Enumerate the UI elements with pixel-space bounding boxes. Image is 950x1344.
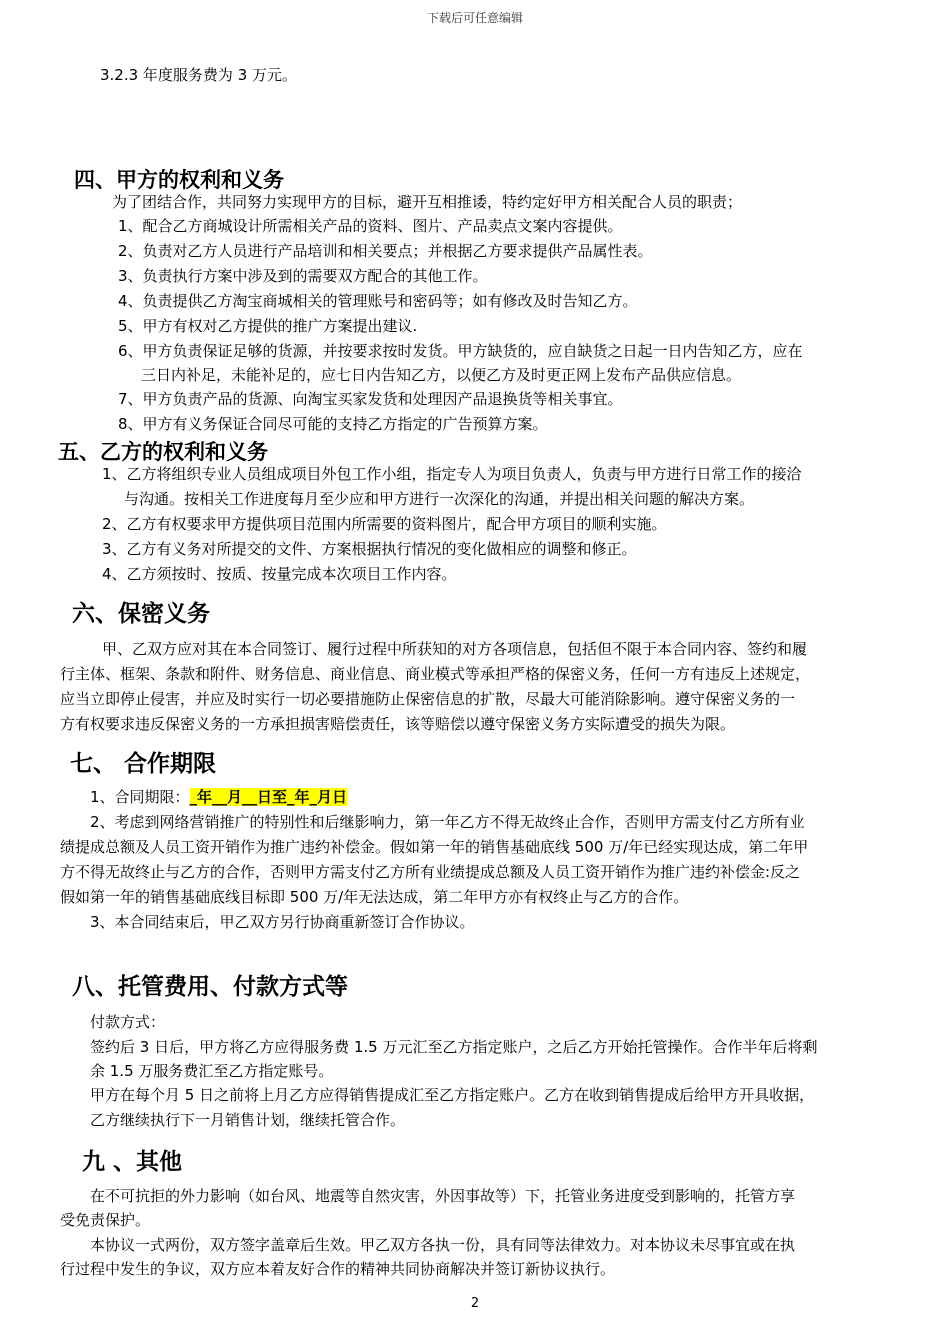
section-7-line: 2、考虑到网络营销推广的特别性和后继影响力，第一年乙方不得无故终止合作，否则甲方需支付乙方所有业 bbox=[90, 813, 805, 831]
section-5-item: 与沟通。按相关工作进度每月至少应和甲方进行一次深化的沟通，并提出相关问题的解决方案。 bbox=[124, 490, 755, 508]
section-8-line: 乙方继续执行下一月销售计划，继续托管合作。 bbox=[90, 1111, 406, 1129]
contract-term-value: _年__月__日至_年_月日 bbox=[189, 788, 348, 806]
section-8-line: 付款方式： bbox=[90, 1013, 166, 1031]
section-4-intro: 为了团结合作，共同努力实现甲方的目标，避开互相推诿，特约定好甲方相关配合人员的职责； bbox=[112, 193, 743, 211]
section-4-item: 8、甲方有义务保证合同尽可能的支持乙方指定的广告预算方案。 bbox=[118, 415, 548, 433]
section-4-item: 4、负责提供乙方淘宝商城相关的管理账号和密码等；如有修改及时告知乙方。 bbox=[118, 292, 638, 310]
section-6-title: 六、保密义务 bbox=[72, 601, 210, 627]
section-8-title: 八、托管费用、付款方式等 bbox=[72, 974, 348, 1000]
section-7-line: 假如第一年的销售基础底线目标即 500 万/年无法达成，第二年甲方亦有权终止与乙方的合作。 bbox=[60, 888, 689, 906]
contract-term-label: 1、合同期限： bbox=[90, 788, 190, 806]
section-4-item: 7、甲方负责产品的货源、向淘宝买家发货和处理因产品退换货等相关事宜。 bbox=[118, 390, 623, 408]
section-5-item: 2、乙方有权要求甲方提供项目范围内所需要的资料图片，配合甲方项目的顺利实施。 bbox=[102, 515, 667, 533]
section-5-title: 五、乙方的权利和义务 bbox=[58, 440, 268, 464]
section-6-line: 应当立即停止侵害，并应及时实行一切必要措施防止保密信息的扩散，尽最大可能消除影响。遵守保密义务的一 bbox=[60, 690, 796, 708]
section-4-title: 四、甲方的权利和义务 bbox=[74, 168, 284, 192]
section-5-item: 1、乙方将组织专业人员组成项目外包工作小组，指定专人为项目负责人，负责与甲方进行日常工作的接洽 bbox=[102, 465, 802, 483]
section-7-line: 方不得无故终止与乙方的合作，否则甲方需支付乙方所有业绩提成总额及人员工资开销作为推广违约补偿金:反之 bbox=[60, 863, 801, 881]
section-6-line: 方有权要求违反保密义务的一方承担损害赔偿责任，该等赔偿以遵守保密义务方实际遭受的损失为限。 bbox=[60, 715, 736, 733]
section-4-item: 3、负责执行方案中涉及到的需要双方配合的其他工作。 bbox=[118, 267, 488, 285]
section-8-line: 甲方在每个月 5 日之前将上月乙方应得销售提成汇至乙方指定账户。乙方在收到销售提成后给甲方开具收据， bbox=[90, 1086, 815, 1104]
section-4-item: 5、甲方有权对乙方提供的推广方案提出建议. bbox=[118, 317, 418, 335]
page-number: 2 bbox=[470, 1296, 480, 1311]
section-7-line: 绩提成总额及人员工资开销作为推广违约补偿金。假如第一年的销售基础底线 500 万/年已经实现达成，第二年甲 bbox=[60, 838, 809, 856]
section-9-line: 受免责保护。 bbox=[60, 1211, 151, 1229]
section-9-line: 行过程中发生的争议，双方应本着友好合作的精神共同协商解决并签订新协议执行。 bbox=[60, 1260, 616, 1278]
section-4-item: 1、配合乙方商城设计所需相关产品的资料、图片、产品卖点文案内容提供。 bbox=[118, 217, 623, 235]
section-6-line: 甲、乙双方应对其在本合同签订、履行过程中所获知的对方各项信息，包括但不限于本合同内容、签约和履 bbox=[102, 640, 808, 658]
section-4-item: 6、甲方负责保证足够的货源，并按要求按时发货。甲方缺货的，应自缺货之日起一日内告知乙方，应在 bbox=[118, 342, 803, 360]
section-7-title: 七、 合作期限 bbox=[70, 751, 217, 777]
section-9-line: 在不可抗拒的外力影响（如台风、地震等自然灾害，外因事故等）下，托管业务进度受到影响的，托管方享 bbox=[90, 1187, 796, 1205]
section-9-line: 本协议一式两份，双方签字盖章后生效。甲乙双方各执一份，具有同等法律效力。对本协议未尽事宜或在执 bbox=[90, 1236, 796, 1254]
section-8-line: 签约后 3 日后，甲方将乙方应得服务费 1.5 万元汇至乙方指定账户，之后乙方开始托管操作。合作半年后将剩 bbox=[90, 1038, 818, 1056]
section-6-line: 行主体、框架、条款和附件、财务信息、商业信息、商业模式等承担严格的保密义务，任何一方有违反上述规定， bbox=[60, 665, 811, 683]
section-5-item: 3、乙方有义务对所提交的文件、方案根据执行情况的变化做相应的调整和修正。 bbox=[102, 540, 637, 558]
section-7-line: 3、本合同结束后，甲乙双方另行协商重新签订合作协议。 bbox=[90, 913, 475, 931]
section-8-line: 余 1.5 万服务费汇至乙方指定账号。 bbox=[90, 1062, 334, 1080]
page-header: 下载后可任意编辑 bbox=[426, 11, 523, 25]
section-4-item: 三日内补足，未能补足的，应七日内告知乙方，以便乙方及时更正网上发布产品供应信息。 bbox=[141, 366, 742, 384]
service-fee-line: 3.2.3 年度服务费为 3 万元。 bbox=[100, 66, 298, 84]
section-9-title: 九 、其他 bbox=[82, 1149, 183, 1175]
section-5-item: 4、乙方须按时、按质、按量完成本次项目工作内容。 bbox=[102, 565, 457, 583]
section-4-item: 2、负责对乙方人员进行产品培训和相关要点；并根据乙方要求提供产品属性表。 bbox=[118, 242, 653, 260]
contract-term-line bbox=[90, 788, 347, 806]
